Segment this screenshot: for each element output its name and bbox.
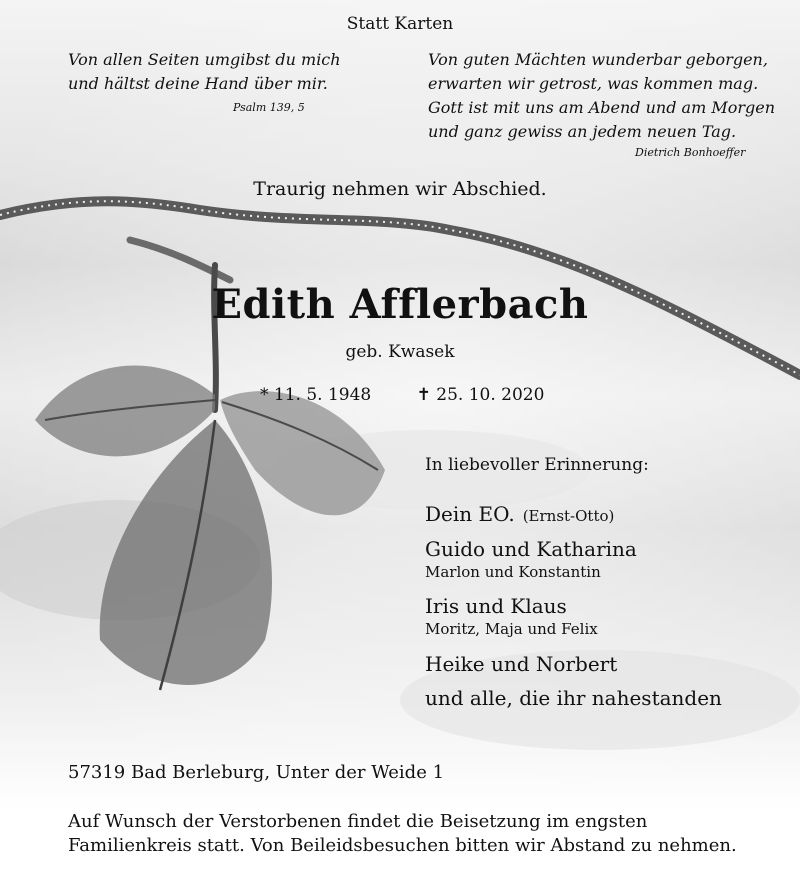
mourner-family-3: Heike und Norbert [425, 652, 618, 676]
quote-bonhoeffer [428, 48, 775, 144]
life-dates [260, 385, 544, 405]
quote-line: Von allen Seiten umgibst du mich [68, 50, 341, 69]
intro-text: Traurig nehmen wir Abschied. [253, 178, 547, 200]
quote-source-psalm: Psalm 139, 5 [233, 101, 305, 114]
quote-line: und ganz gewiss an jedem neuen Tag. [428, 122, 737, 141]
mourner-aside: (Ernst-Otto) [522, 507, 615, 525]
quote-line: erwarten wir getrost, was kommen mag. [428, 74, 759, 93]
mourner-family-2: Iris und Klaus [425, 594, 567, 618]
mourner-husband [425, 502, 614, 526]
notice-line: Auf Wunsch der Verstorbenen findet die Beisetzung im engsten [68, 811, 648, 832]
quote-line: und hältst deine Hand über mir. [68, 74, 328, 93]
birth-date: * 11. 5. 1948 [260, 385, 372, 405]
funeral-notice [68, 810, 737, 858]
header-statt-karten: Statt Karten [346, 14, 454, 34]
mourner-family-1: Guido und Katharina [425, 537, 637, 561]
quote-line: Von guten Mächten wunderbar geborgen, [428, 50, 768, 69]
quote-line: Gott ist mit uns am Abend und am Morgen [428, 98, 776, 117]
notice-line: Familienkreis statt. Von Beileidsbesuchen bitten wir Abstand zu nehmen. [68, 835, 737, 856]
quote-source-bonhoeffer: Dietrich Bonhoeffer [635, 146, 746, 159]
mourners-closing: und alle, die ihr nahestanden [425, 686, 722, 710]
deceased-name: Edith Afflerbach [211, 281, 589, 328]
death-date: ✝ 25. 10. 2020 [416, 385, 545, 405]
address: 57319 Bad Berleburg, Unter der Weide 1 [68, 762, 445, 783]
quote-psalm [68, 48, 341, 96]
maiden-name: geb. Kwasek [345, 342, 455, 362]
mourner-name: Dein EO. [425, 502, 515, 526]
mourner-family-2-children: Moritz, Maja und Felix [425, 620, 598, 638]
mourners-intro: In liebevoller Erinnerung: [425, 455, 649, 475]
mourner-family-1-children: Marlon und Konstantin [425, 563, 601, 581]
